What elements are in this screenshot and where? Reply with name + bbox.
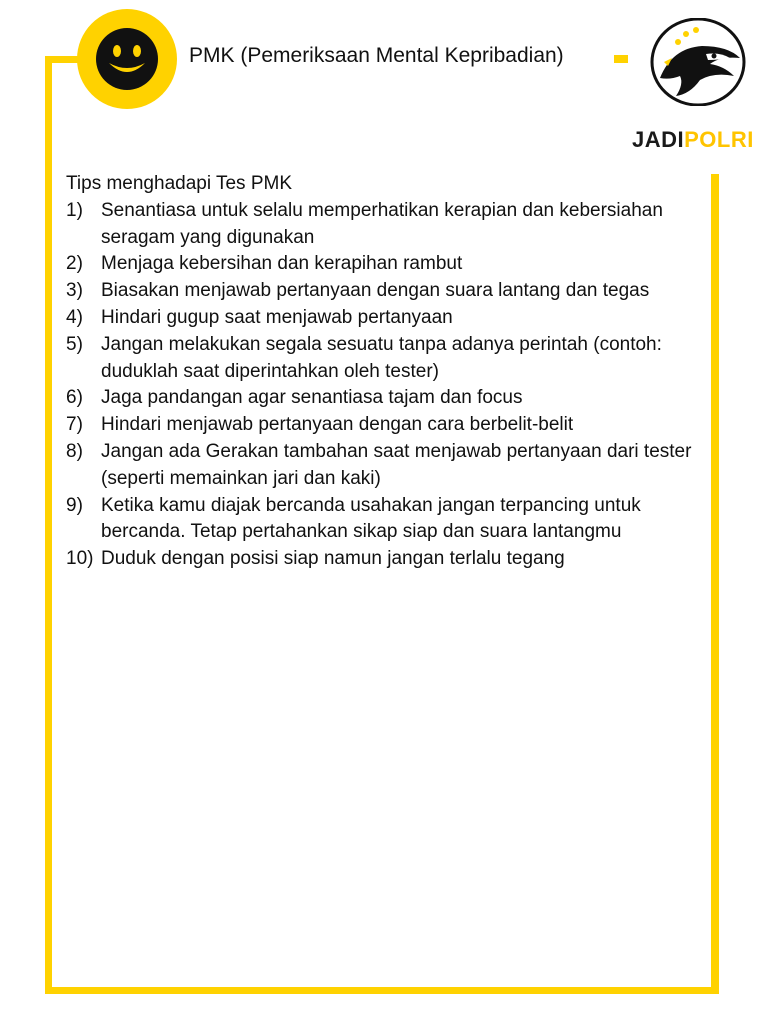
list-item [66, 493, 706, 547]
item-text: Biasakan menjawab pertanyaan dengan suara lantang dan tegas [101, 280, 650, 302]
item-number: 8) [66, 440, 83, 462]
eagle-logo-icon [650, 18, 746, 106]
tips-list [66, 198, 706, 573]
frame-bottom-border [45, 987, 719, 994]
list-item [66, 332, 706, 386]
item-text: Duduk dengan posisi siap namun jangan terlalu tegang [101, 548, 565, 570]
item-number: 4) [66, 306, 83, 328]
tips-heading: Tips menghadapi Tes PMK [66, 173, 293, 194]
item-number: 6) [66, 387, 83, 409]
title-dash-accent [614, 55, 628, 63]
item-number: 3) [66, 280, 83, 302]
item-text: Jangan melakukan segala sesuatu tanpa adanya perintah (contoh: duduklah saat diperintahkan oleh tester) [101, 333, 662, 382]
page-title: PMK (Pemeriksaan Mental Kepribadian) [189, 44, 564, 67]
brand-logo-text [632, 127, 754, 153]
brand-jadi: JADI [632, 127, 685, 152]
list-item [66, 251, 706, 278]
item-text: Ketika kamu diajak bercanda usahakan jangan terpancing untuk bercanda. Tetap pertahankan sikap siap dan suara lantangmu [101, 494, 641, 543]
list-item [66, 412, 706, 439]
list-item [66, 546, 706, 573]
item-text: Jangan ada Gerakan tambahan saat menjawab pertanyaan dari tester (seperti memainkan jari dan kaki) [101, 440, 692, 489]
item-text: Menjaga kebersihan dan kerapihan rambut [101, 253, 463, 275]
frame-left-border [45, 56, 52, 994]
frame-right-border [711, 174, 719, 994]
brand-polri: POLRI [684, 127, 754, 152]
item-number: 7) [66, 414, 83, 436]
item-text: Hindari gugup saat menjawab pertanyaan [101, 306, 453, 328]
list-item [66, 198, 706, 252]
item-number: 10) [66, 548, 94, 570]
tips-content [66, 171, 706, 573]
item-text: Jaga pandangan agar senantiasa tajam dan focus [101, 387, 523, 409]
item-text: Hindari menjawab pertanyaan dengan cara berbelit-belit [101, 414, 574, 436]
list-item [66, 385, 706, 412]
item-text: Senantiasa untuk selalu memperhatikan kerapian dan kebersiahan seragam yang digunakan [101, 199, 663, 248]
list-item [66, 305, 706, 332]
item-number: 9) [66, 494, 83, 516]
item-number: 1) [66, 199, 83, 221]
item-number: 5) [66, 333, 83, 355]
smiley-face-icon [77, 9, 177, 109]
list-item [66, 439, 706, 493]
item-number: 2) [66, 253, 83, 275]
list-item [66, 278, 706, 305]
